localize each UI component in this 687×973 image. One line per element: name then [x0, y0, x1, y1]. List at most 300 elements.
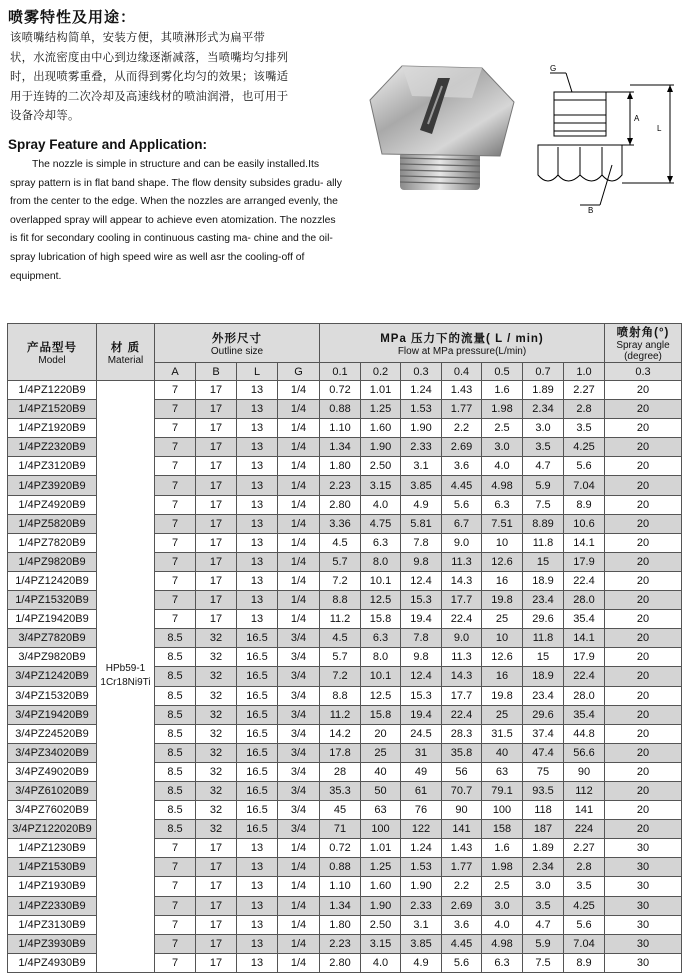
cell-dim-g: 3/4 — [278, 629, 320, 648]
cell-dim-g: 1/4 — [278, 552, 320, 571]
cell-dim-g: 1/4 — [278, 877, 320, 896]
description-cn-line: 设备冷却等。 — [10, 109, 80, 123]
cell-model: 1/4PZ7820B9 — [8, 533, 97, 552]
cell-flow-0.5: 31.5 — [482, 724, 523, 743]
table-body — [8, 381, 682, 973]
cell-model: 1/4PZ4920B9 — [8, 495, 97, 514]
cell-dim-l: 13 — [237, 552, 278, 571]
cell-flow-0.7: 11.8 — [523, 533, 564, 552]
cell-dim-b: 17 — [196, 858, 237, 877]
cell-flow-0.5: 1.6 — [482, 381, 523, 400]
cell-dim-g: 1/4 — [278, 457, 320, 476]
cell-flow-0.3: 2.33 — [401, 438, 442, 457]
cell-flow-1.0: 17.9 — [564, 552, 605, 571]
cell-dim-l: 13 — [237, 495, 278, 514]
description-en-line: The nozzles is fit for secondary cooling in continuous casting ma- — [10, 214, 336, 245]
cell-flow-0.4: 11.3 — [442, 552, 482, 571]
material-line: 1Cr18Ni9Ti — [100, 677, 151, 689]
cell-dim-b: 17 — [196, 552, 237, 571]
cell-dim-b: 17 — [196, 934, 237, 953]
cell-dim-g: 3/4 — [278, 820, 320, 839]
cell-dim-a: 8.5 — [155, 686, 196, 705]
cell-flow-0.2: 1.01 — [361, 839, 401, 858]
cell-flow-0.2: 20 — [361, 724, 401, 743]
cell-flow-0.5: 7.51 — [482, 514, 523, 533]
cell-flow-0.5: 6.3 — [482, 953, 523, 972]
cell-flow-0.3: 49 — [401, 762, 442, 781]
dimension-drawing — [536, 65, 681, 220]
cell-spray-angle: 20 — [605, 381, 682, 400]
cell-flow-0.7: 3.0 — [523, 877, 564, 896]
cell-flow-0.5: 158 — [482, 820, 523, 839]
cell-dim-l: 16.5 — [237, 629, 278, 648]
cell-flow-0.2: 4.0 — [361, 953, 401, 972]
cell-flow-0.7: 15 — [523, 552, 564, 571]
cell-dim-b: 32 — [196, 686, 237, 705]
cell-dim-l: 13 — [237, 839, 278, 858]
cell-dim-a: 7 — [155, 839, 196, 858]
cell-flow-0.1: 28 — [320, 762, 361, 781]
cell-flow-0.5: 16 — [482, 571, 523, 590]
cell-model: 3/4PZ15320B9 — [8, 686, 97, 705]
cell-spray-angle: 20 — [605, 762, 682, 781]
cell-flow-0.4: 56 — [442, 762, 482, 781]
cell-flow-0.2: 10.1 — [361, 571, 401, 590]
label-l: L — [657, 124, 662, 133]
cell-flow-0.2: 10.1 — [361, 667, 401, 686]
cell-dim-a: 8.5 — [155, 743, 196, 762]
cell-dim-l: 13 — [237, 858, 278, 877]
cell-dim-g: 3/4 — [278, 686, 320, 705]
header-pressure: 0.3 — [401, 363, 442, 381]
cell-flow-0.1: 0.72 — [320, 839, 361, 858]
cell-flow-0.7: 29.6 — [523, 705, 564, 724]
cell-flow-0.1: 0.88 — [320, 858, 361, 877]
description-cn — [10, 28, 340, 126]
cell-flow-0.3: 5.81 — [401, 514, 442, 533]
cell-dim-b: 17 — [196, 400, 237, 419]
cell-flow-0.7: 118 — [523, 801, 564, 820]
cell-dim-g: 3/4 — [278, 743, 320, 762]
cell-flow-0.4: 9.0 — [442, 629, 482, 648]
cell-flow-0.4: 22.4 — [442, 610, 482, 629]
table-row — [8, 381, 682, 400]
description-cn-line: 用于连铸的二次冷却及高速线材的喷油润滑，也可用于 — [10, 89, 289, 103]
cell-flow-0.1: 2.23 — [320, 934, 361, 953]
cell-flow-1.0: 8.9 — [564, 495, 605, 514]
cell-dim-g: 1/4 — [278, 839, 320, 858]
cell-model: 1/4PZ1220B9 — [8, 381, 97, 400]
cell-dim-l: 16.5 — [237, 705, 278, 724]
cell-dim-b: 32 — [196, 820, 237, 839]
cell-model: 1/4PZ15320B9 — [8, 591, 97, 610]
cell-flow-0.1: 35.3 — [320, 781, 361, 800]
cell-flow-0.5: 63 — [482, 762, 523, 781]
cell-dim-g: 3/4 — [278, 705, 320, 724]
cell-flow-0.5: 3.0 — [482, 438, 523, 457]
cell-flow-0.7: 7.5 — [523, 495, 564, 514]
cell-flow-0.7: 4.7 — [523, 915, 564, 934]
cell-dim-g: 1/4 — [278, 915, 320, 934]
cell-dim-b: 17 — [196, 877, 237, 896]
cell-dim-a: 8.5 — [155, 667, 196, 686]
cell-dim-a: 7 — [155, 591, 196, 610]
cell-dim-g: 1/4 — [278, 514, 320, 533]
cell-dim-b: 17 — [196, 533, 237, 552]
cell-model: 3/4PZ19420B9 — [8, 705, 97, 724]
header-model: 产品型号 Model — [8, 324, 97, 381]
cell-flow-0.1: 1.10 — [320, 877, 361, 896]
cell-flow-0.7: 37.4 — [523, 724, 564, 743]
description-en-line: ally from the center to the edge. When the nozzles are arranged — [10, 177, 342, 208]
cell-flow-1.0: 35.4 — [564, 610, 605, 629]
cell-flow-0.7: 7.5 — [523, 953, 564, 972]
cell-flow-0.1: 1.10 — [320, 419, 361, 438]
cell-dim-g: 3/4 — [278, 801, 320, 820]
cell-flow-0.1: 0.72 — [320, 381, 361, 400]
cell-flow-0.7: 18.9 — [523, 571, 564, 590]
cell-flow-0.1: 1.34 — [320, 438, 361, 457]
cell-spray-angle: 20 — [605, 610, 682, 629]
cell-dim-a: 7 — [155, 419, 196, 438]
cell-flow-0.4: 2.69 — [442, 438, 482, 457]
cell-model: 3/4PZ7820B9 — [8, 629, 97, 648]
cell-flow-0.3: 19.4 — [401, 610, 442, 629]
cell-model: 1/4PZ2330B9 — [8, 896, 97, 915]
cell-flow-0.1: 14.2 — [320, 724, 361, 743]
cell-flow-0.4: 3.6 — [442, 457, 482, 476]
cell-flow-0.1: 8.8 — [320, 591, 361, 610]
cell-model: 3/4PZ76020B9 — [8, 801, 97, 820]
cell-flow-1.0: 7.04 — [564, 934, 605, 953]
cell-flow-0.4: 1.43 — [442, 381, 482, 400]
cell-dim-b: 17 — [196, 953, 237, 972]
cell-flow-0.2: 1.90 — [361, 438, 401, 457]
description-en — [10, 156, 342, 286]
material-cell — [97, 381, 155, 973]
cell-dim-g: 1/4 — [278, 400, 320, 419]
cell-flow-0.5: 12.6 — [482, 552, 523, 571]
cell-dim-g: 1/4 — [278, 533, 320, 552]
cell-dim-l: 16.5 — [237, 762, 278, 781]
cell-dim-a: 7 — [155, 400, 196, 419]
cell-dim-a: 7 — [155, 571, 196, 590]
cell-flow-1.0: 3.5 — [564, 419, 605, 438]
cell-dim-a: 7 — [155, 915, 196, 934]
cell-model: 1/4PZ9820B9 — [8, 552, 97, 571]
header-dim: B — [196, 363, 237, 381]
cell-flow-0.2: 100 — [361, 820, 401, 839]
cell-flow-0.1: 3.36 — [320, 514, 361, 533]
cell-flow-1.0: 4.25 — [564, 438, 605, 457]
cell-dim-b: 32 — [196, 724, 237, 743]
cell-dim-a: 8.5 — [155, 629, 196, 648]
cell-dim-l: 13 — [237, 533, 278, 552]
cell-flow-0.2: 1.25 — [361, 858, 401, 877]
cell-flow-0.2: 12.5 — [361, 686, 401, 705]
cell-dim-a: 8.5 — [155, 648, 196, 667]
cell-flow-0.5: 25 — [482, 705, 523, 724]
cell-flow-0.4: 9.0 — [442, 533, 482, 552]
cell-flow-0.1: 0.88 — [320, 400, 361, 419]
cell-flow-0.3: 3.85 — [401, 934, 442, 953]
cell-spray-angle: 30 — [605, 953, 682, 972]
cell-spray-angle: 20 — [605, 801, 682, 820]
cell-flow-0.1: 7.2 — [320, 667, 361, 686]
cell-flow-0.4: 5.6 — [442, 495, 482, 514]
cell-flow-0.3: 2.33 — [401, 896, 442, 915]
cell-flow-1.0: 56.6 — [564, 743, 605, 762]
cell-dim-l: 13 — [237, 953, 278, 972]
cell-dim-l: 13 — [237, 457, 278, 476]
description-en-line: chine and the oil-spray lubrication of high speed wire as well asr the — [10, 233, 333, 263]
cell-flow-0.4: 4.45 — [442, 476, 482, 495]
cell-flow-1.0: 17.9 — [564, 648, 605, 667]
cell-model: 1/4PZ1520B9 — [8, 400, 97, 419]
cell-flow-0.1: 2.80 — [320, 953, 361, 972]
header-angle-pressure: 0.3 — [605, 363, 682, 381]
cell-flow-0.5: 1.98 — [482, 858, 523, 877]
cell-flow-0.2: 25 — [361, 743, 401, 762]
title-cn: 喷雾特性及用途： — [8, 8, 137, 26]
cell-flow-1.0: 141 — [564, 801, 605, 820]
cell-flow-0.4: 11.3 — [442, 648, 482, 667]
cell-flow-1.0: 2.8 — [564, 858, 605, 877]
cell-flow-0.5: 4.0 — [482, 457, 523, 476]
cell-model: 3/4PZ9820B9 — [8, 648, 97, 667]
cell-dim-a: 7 — [155, 457, 196, 476]
cell-dim-a: 7 — [155, 533, 196, 552]
cell-dim-l: 16.5 — [237, 743, 278, 762]
cell-dim-b: 32 — [196, 629, 237, 648]
description-en-line: The nozzle is simple in structure and can be easily installed.Its — [32, 159, 320, 170]
cell-flow-1.0: 112 — [564, 781, 605, 800]
cell-dim-l: 13 — [237, 915, 278, 934]
cell-flow-0.7: 29.6 — [523, 610, 564, 629]
cell-flow-0.4: 4.45 — [442, 934, 482, 953]
cell-spray-angle: 20 — [605, 686, 682, 705]
cell-flow-0.2: 8.0 — [361, 648, 401, 667]
cell-flow-0.5: 4.98 — [482, 934, 523, 953]
cell-flow-0.4: 70.7 — [442, 781, 482, 800]
header-outline: 外形尺寸 Outline size — [155, 324, 320, 363]
cell-spray-angle: 20 — [605, 591, 682, 610]
cell-dim-b: 17 — [196, 896, 237, 915]
cell-flow-0.2: 15.8 — [361, 610, 401, 629]
cell-flow-0.7: 8.89 — [523, 514, 564, 533]
description-en-line: spray pattern is in flat band shape. The flow density subsides gradu- — [10, 177, 324, 189]
cell-flow-0.4: 22.4 — [442, 705, 482, 724]
cell-spray-angle: 20 — [605, 400, 682, 419]
cell-spray-angle: 20 — [605, 743, 682, 762]
cell-model: 3/4PZ61020B9 — [8, 781, 97, 800]
cell-flow-0.3: 1.53 — [401, 400, 442, 419]
cell-flow-0.7: 3.0 — [523, 419, 564, 438]
description-cn-line: 该喷嘴结构简单，安装方便，其喷淋形式为扁平带 — [10, 31, 266, 44]
cell-dim-a: 7 — [155, 381, 196, 400]
cell-dim-a: 7 — [155, 953, 196, 972]
cell-dim-a: 8.5 — [155, 801, 196, 820]
cell-dim-g: 1/4 — [278, 610, 320, 629]
cell-dim-b: 32 — [196, 667, 237, 686]
cell-flow-0.2: 15.8 — [361, 705, 401, 724]
cell-flow-0.3: 24.5 — [401, 724, 442, 743]
label-a: A — [634, 114, 640, 123]
cell-dim-a: 7 — [155, 552, 196, 571]
cell-dim-b: 17 — [196, 438, 237, 457]
cell-dim-l: 16.5 — [237, 686, 278, 705]
header-pressure: 0.4 — [442, 363, 482, 381]
spec-table — [7, 323, 682, 973]
cell-flow-0.7: 11.8 — [523, 629, 564, 648]
cell-flow-0.3: 31 — [401, 743, 442, 762]
cell-model: 3/4PZ122020B9 — [8, 820, 97, 839]
cell-spray-angle: 30 — [605, 877, 682, 896]
cell-flow-0.7: 23.4 — [523, 686, 564, 705]
cell-dim-g: 1/4 — [278, 438, 320, 457]
cell-model: 1/4PZ3930B9 — [8, 934, 97, 953]
cell-flow-1.0: 28.0 — [564, 686, 605, 705]
cell-flow-1.0: 22.4 — [564, 571, 605, 590]
cell-flow-0.4: 5.6 — [442, 953, 482, 972]
header-dim: A — [155, 363, 196, 381]
header-pressure: 0.5 — [482, 363, 523, 381]
cell-dim-l: 13 — [237, 591, 278, 610]
cell-spray-angle: 20 — [605, 571, 682, 590]
cell-spray-angle: 30 — [605, 839, 682, 858]
cell-dim-a: 7 — [155, 476, 196, 495]
cell-flow-0.5: 2.5 — [482, 877, 523, 896]
description-en-line: evenly, the overlapped spray will appear to achieve even atomization. — [10, 196, 338, 226]
header-pressure: 1.0 — [564, 363, 605, 381]
cell-flow-0.5: 19.8 — [482, 686, 523, 705]
header-row — [8, 324, 682, 363]
cell-flow-0.1: 1.80 — [320, 457, 361, 476]
cell-flow-0.2: 3.15 — [361, 476, 401, 495]
cell-flow-0.2: 1.60 — [361, 419, 401, 438]
cell-flow-0.5: 79.1 — [482, 781, 523, 800]
cell-dim-b: 17 — [196, 610, 237, 629]
cell-flow-0.7: 1.89 — [523, 839, 564, 858]
cell-flow-1.0: 2.27 — [564, 839, 605, 858]
cell-flow-0.3: 7.8 — [401, 629, 442, 648]
cell-flow-0.3: 1.24 — [401, 381, 442, 400]
cell-dim-a: 8.5 — [155, 705, 196, 724]
cell-flow-0.7: 2.34 — [523, 400, 564, 419]
cell-flow-1.0: 44.8 — [564, 724, 605, 743]
cell-dim-l: 16.5 — [237, 801, 278, 820]
cell-flow-0.4: 1.43 — [442, 839, 482, 858]
cell-model: 3/4PZ49020B9 — [8, 762, 97, 781]
cell-dim-a: 7 — [155, 514, 196, 533]
cell-flow-0.4: 3.6 — [442, 915, 482, 934]
cell-flow-0.5: 2.5 — [482, 419, 523, 438]
cell-flow-0.1: 45 — [320, 801, 361, 820]
cell-model: 1/4PZ1920B9 — [8, 419, 97, 438]
cell-dim-l: 16.5 — [237, 820, 278, 839]
cell-dim-b: 32 — [196, 781, 237, 800]
cell-flow-0.7: 18.9 — [523, 667, 564, 686]
cell-flow-0.4: 6.7 — [442, 514, 482, 533]
cell-flow-0.7: 15 — [523, 648, 564, 667]
cell-dim-l: 13 — [237, 571, 278, 590]
cell-model: 1/4PZ4930B9 — [8, 953, 97, 972]
cell-dim-l: 13 — [237, 400, 278, 419]
cell-dim-b: 17 — [196, 476, 237, 495]
cell-dim-g: 1/4 — [278, 591, 320, 610]
material-line: HPb59-1 — [105, 663, 146, 675]
cell-dim-a: 8.5 — [155, 724, 196, 743]
cell-flow-0.1: 11.2 — [320, 705, 361, 724]
cell-dim-g: 1/4 — [278, 571, 320, 590]
cell-dim-g: 3/4 — [278, 781, 320, 800]
cell-flow-1.0: 5.6 — [564, 457, 605, 476]
cell-flow-0.3: 12.4 — [401, 667, 442, 686]
cell-flow-1.0: 28.0 — [564, 591, 605, 610]
cell-flow-0.5: 40 — [482, 743, 523, 762]
cell-dim-g: 1/4 — [278, 495, 320, 514]
cell-dim-l: 13 — [237, 381, 278, 400]
cell-flow-0.2: 12.5 — [361, 591, 401, 610]
cell-spray-angle: 20 — [605, 495, 682, 514]
cell-model: 1/4PZ1530B9 — [8, 858, 97, 877]
cell-flow-0.3: 1.90 — [401, 419, 442, 438]
cell-flow-1.0: 90 — [564, 762, 605, 781]
cell-dim-l: 13 — [237, 934, 278, 953]
cell-spray-angle: 20 — [605, 629, 682, 648]
cell-dim-g: 1/4 — [278, 419, 320, 438]
cell-flow-0.3: 3.1 — [401, 915, 442, 934]
cell-flow-0.4: 90 — [442, 801, 482, 820]
cell-dim-b: 32 — [196, 648, 237, 667]
cell-dim-l: 16.5 — [237, 648, 278, 667]
cell-flow-0.4: 14.3 — [442, 571, 482, 590]
cell-dim-g: 3/4 — [278, 762, 320, 781]
cell-flow-1.0: 10.6 — [564, 514, 605, 533]
cell-flow-0.3: 9.8 — [401, 552, 442, 571]
cell-flow-0.3: 15.3 — [401, 686, 442, 705]
cell-flow-0.2: 40 — [361, 762, 401, 781]
cell-flow-0.7: 93.5 — [523, 781, 564, 800]
cell-flow-0.2: 1.01 — [361, 381, 401, 400]
cell-flow-1.0: 4.25 — [564, 896, 605, 915]
cell-dim-b: 17 — [196, 591, 237, 610]
cell-flow-0.7: 47.4 — [523, 743, 564, 762]
cell-flow-0.1: 1.80 — [320, 915, 361, 934]
cell-flow-0.5: 25 — [482, 610, 523, 629]
cell-flow-1.0: 224 — [564, 820, 605, 839]
cell-flow-0.2: 1.60 — [361, 877, 401, 896]
label-b: B — [588, 206, 594, 215]
cell-flow-0.4: 2.69 — [442, 896, 482, 915]
cell-dim-l: 13 — [237, 476, 278, 495]
cell-flow-0.1: 5.7 — [320, 648, 361, 667]
header-dim: G — [278, 363, 320, 381]
cell-flow-0.4: 2.2 — [442, 877, 482, 896]
header-flow: MPa 压力下的流量( L / min) Flow at MPa pressure(L/min) — [320, 324, 605, 363]
cell-flow-0.1: 1.34 — [320, 896, 361, 915]
cell-dim-a: 7 — [155, 896, 196, 915]
cell-flow-0.3: 9.8 — [401, 648, 442, 667]
cell-flow-0.5: 1.6 — [482, 839, 523, 858]
cell-flow-0.3: 3.85 — [401, 476, 442, 495]
cell-flow-0.4: 1.77 — [442, 400, 482, 419]
cell-flow-0.1: 4.5 — [320, 533, 361, 552]
cell-dim-b: 17 — [196, 571, 237, 590]
cell-dim-b: 32 — [196, 705, 237, 724]
cell-flow-0.3: 1.90 — [401, 877, 442, 896]
cell-flow-0.7: 5.9 — [523, 476, 564, 495]
